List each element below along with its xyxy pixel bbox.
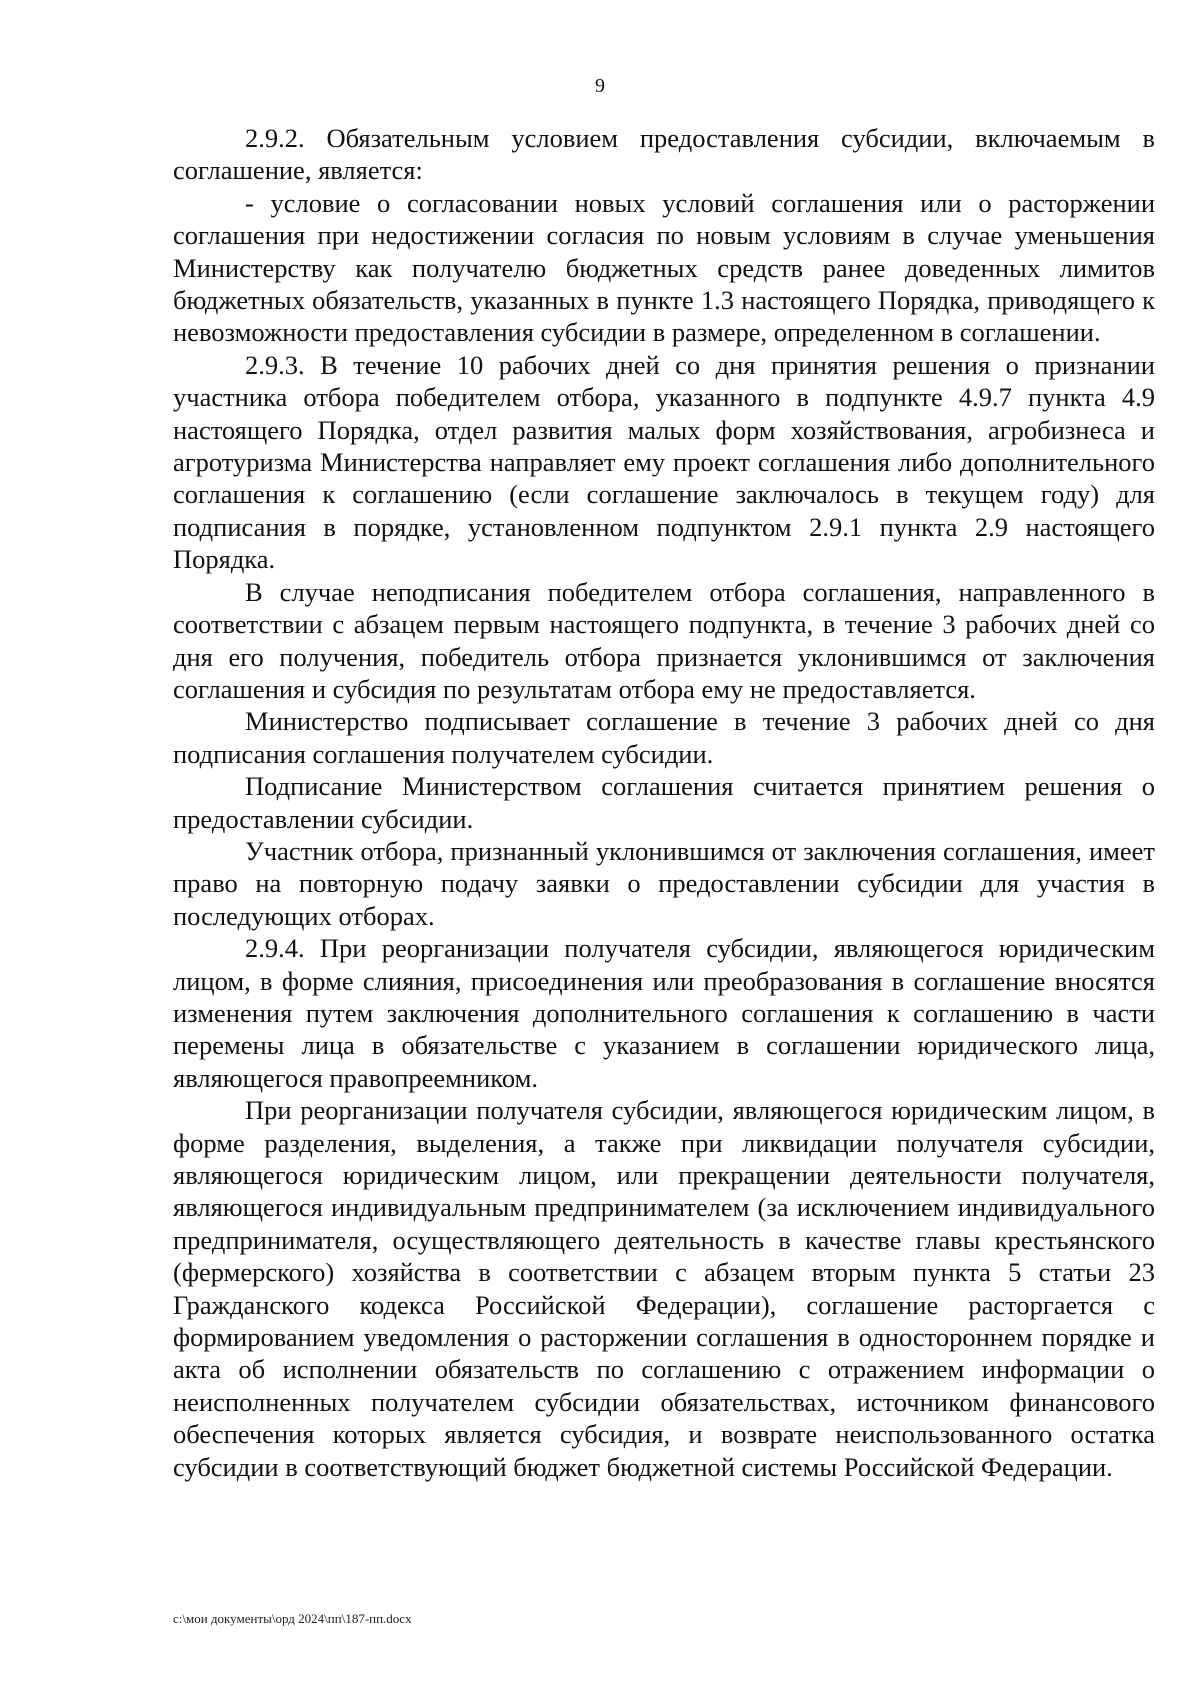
document-body [173,122,1155,1483]
paragraph-condition: - условие о согласовании новых условий соглашения или о расторжении соглашения при недостижении согласия по новым условиям в случае уменьшения Министерству как получателю бюджетных средств ранее доведенных лимитов бюджетных обязательств, указанных в пункте 1.3 настоящего Порядка, приводящего к невозможности предоставления субсидии в размере, определенном в соглашении. [173,187,1155,348]
paragraph-2-9-2: 2.9.2. Обязательным условием предоставления субсидии, включаемым в соглашение, является: [173,123,1155,186]
paragraph-signing-decision: Подписание Министерством соглашения считается принятием решения о предоставлении субсидии. [173,771,1155,834]
paragraph-reorganization: При реорганизации получателя субсидии, являющегося юридическим лицом, в форме разделения, выделения, а также при ликвидации получателя субсидии, являющегося юридическим лицом, или прекращении деятельности получателя, являющегося индивидуальным предпринимателем (за исключением индивидуального предпринимателя, осуществляющего деятельность в качестве главы крестьянского (фермерского) хозяйства в соответствии с абзацем вторым пункта 5 статьи 23 Гражданского кодекса Российской Федерации), соглашение расторгается с формированием уведомления о расторжении соглашения в одностороннем порядке и акта об исполнении обязательств по соглашению с отражением информации о неисполненных получателем субсидии обязательствах, источником финансового обеспечения которых является субсидия, и возврате неиспользованного остатка субсидии в соответствующий бюджет бюджетной системы Российской Федерации. [173,1095,1155,1482]
paragraph-2-9-4: 2.9.4. При реорганизации получателя субсидии, являющегося юридическим лицом, в форме слияния, присоединения или преобразования в соглашение вносятся изменения путем заключения дополнительного соглашения к соглашению в части перемены лица в обязательстве с указанием в соглашении юридического лица, являющегося правопреемником. [173,933,1155,1093]
paragraph-non-signing: В случае неподписания победителем отбора соглашения, направленного в соответствии с абзацем первым настоящего подпункта, в течение 3 рабочих дней со дня его получения, победитель отбора признается уклонившимся от заключения соглашения и субсидия по результатам отбора ему не предоставляется. [173,576,1155,704]
paragraph-reapply-right: Участник отбора, признанный уклонившимся от заключения соглашения, имеет право на повторную подачу заявки о предоставлении субсидии для участия в последующих отборах. [173,835,1155,931]
page-number: 9 [595,75,605,97]
paragraph-ministry-signs: Министерство подписывает соглашение в течение 3 рабочих дней со дня подписания соглашения получателем субсидии. [173,706,1155,769]
footer-file-path: c:\мои документы\орд 2024\пп\187-пп.docx [173,1611,412,1626]
paragraph-2-9-3: 2.9.3. В течение 10 рабочих дней со дня принятия решения о признании участника отбора победителем отбора, указанного в подпункте 4.9.7 пункта 4.9 настоящего Порядка, отдел развития малых форм хозяйствования, агробизнеса и агротуризма Министерства направляет ему проект соглашения либо дополнительного соглашения к соглашению (если соглашение заключалось в текущем году) для подписания в порядке, установленном подпунктом 2.9.1 пункта 2.9 настоящего Порядка. [173,349,1155,575]
